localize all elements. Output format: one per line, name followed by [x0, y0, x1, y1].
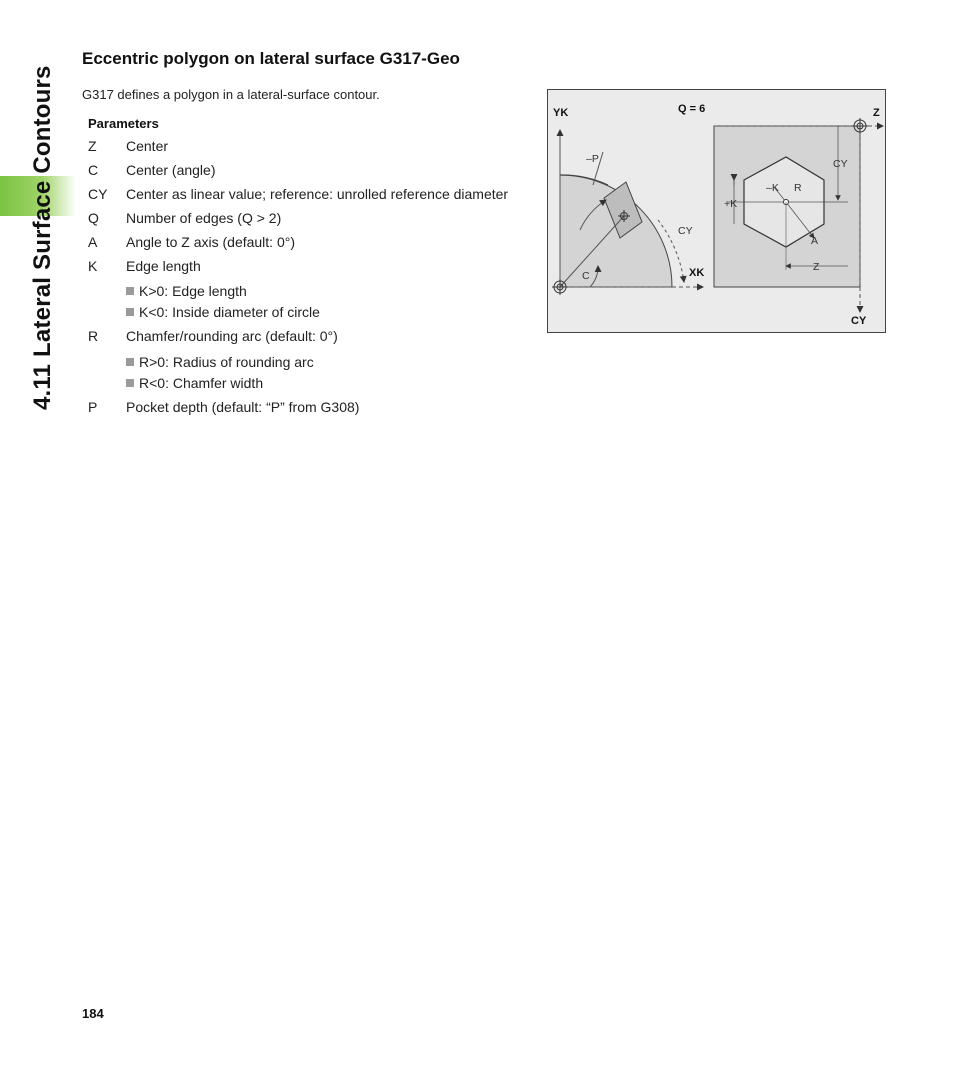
param-z: [88, 138, 168, 154]
option-text: R>0: Radius of rounding arc: [139, 354, 314, 370]
param-desc: Center: [126, 138, 169, 154]
param-desc: Edge length: [126, 258, 201, 274]
param-symbol: K: [88, 258, 98, 274]
plus-k-label: +K: [724, 198, 738, 210]
yk-axis-label: YK: [553, 107, 569, 119]
param-desc: Number of edges (Q > 2): [126, 210, 282, 226]
page-number: 184: [82, 1006, 104, 1021]
diagram-svg: [548, 90, 887, 334]
bullet-square-icon: [126, 287, 134, 295]
z-axis-label: Z: [873, 107, 880, 119]
param-desc: Angle to Z axis (default: 0°): [126, 234, 296, 250]
param-c: [88, 162, 216, 178]
section-heading: Eccentric polygon on lateral surface G317-Geo: [82, 49, 460, 68]
bullet-square-icon: [126, 379, 134, 387]
q-label: Q = 6: [678, 103, 706, 115]
param-p: [88, 399, 359, 415]
param-symbol: C: [88, 162, 99, 178]
chapter-side-title: 4.11 Lateral Surface Contours: [29, 65, 56, 410]
param-symbol: Q: [88, 210, 99, 226]
bullet-square-icon: [126, 358, 134, 366]
param-symbol: CY: [88, 186, 108, 202]
param-a: [88, 234, 295, 250]
r-option-negative: [126, 375, 263, 391]
option-text: K>0: Edge length: [139, 283, 247, 299]
cy-arc-label: CY: [678, 225, 693, 237]
cy-axis-label: CY: [851, 315, 867, 327]
xk-axis-label: XK: [689, 267, 705, 279]
param-k: [88, 258, 201, 274]
bullet-square-icon: [126, 308, 134, 316]
param-cy: [88, 186, 508, 202]
r-option-positive: [126, 354, 314, 370]
param-symbol: Z: [88, 138, 97, 154]
cy-dimension-label: CY: [833, 158, 848, 170]
c-label: C: [582, 270, 590, 282]
param-desc: Center (angle): [126, 162, 216, 178]
param-symbol: P: [88, 399, 98, 415]
intro-text: G317 defines a polygon in a lateral-surface contour.: [82, 87, 380, 102]
k-option-positive: [126, 283, 247, 299]
g317-diagram: [547, 89, 886, 333]
minus-k-label: –K: [766, 182, 779, 194]
r-label: R: [794, 182, 802, 194]
param-desc: Center as linear value; reference: unrolled reference diameter: [126, 186, 509, 202]
param-q: [88, 210, 281, 226]
param-desc: Pocket depth (default: “P” from G308): [126, 399, 360, 415]
param-symbol: A: [88, 234, 98, 250]
z-dimension-label: Z: [813, 261, 820, 273]
param-symbol: R: [88, 328, 99, 344]
option-text: K<0: Inside diameter of circle: [139, 304, 320, 320]
k-option-negative: [126, 304, 320, 320]
p-label: –P: [586, 153, 599, 165]
param-r: [88, 328, 338, 344]
a-label: A: [811, 235, 819, 247]
parameters-title: Parameters: [88, 116, 159, 131]
option-text: R<0: Chamfer width: [139, 375, 264, 391]
param-desc: Chamfer/rounding arc (default: 0°): [126, 328, 338, 344]
